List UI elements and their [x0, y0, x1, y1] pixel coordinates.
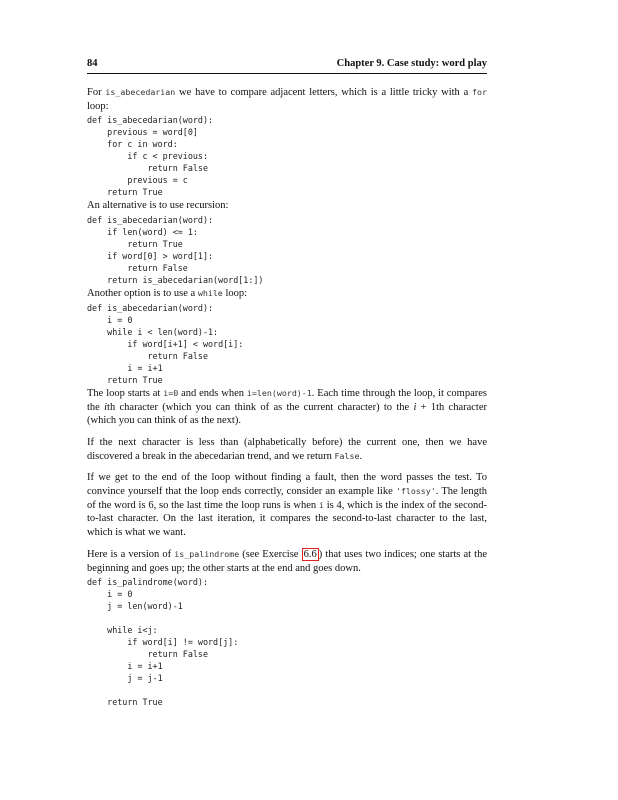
page-body [87, 86, 487, 709]
paragraph-intro: For is_abecedarian we have to compare adjacent letters, which is a little tricky with a for loop: [87, 87, 487, 112]
inline-code: i [318, 499, 324, 510]
paragraph-loop-explanation: The loop starts at i=0 and ends when i=len(word)-1. Each time through the loop, it compares the ith character (which you can think of as the current character) to the i + 1th character (which you can think of as the next). [87, 387, 488, 427]
header-rule [87, 73, 487, 74]
page-number: 84 [87, 58, 98, 69]
code-block-recursion: def is_abecedarian(word): if len(word) <= 1: return True if word[0] > word[1]: return False return is_abecedarian(word[1:]) [87, 215, 264, 286]
inline-code: is_abecedarian [105, 87, 176, 97]
inline-code: 'flossy' [395, 486, 436, 497]
page-header [87, 58, 487, 74]
chapter-title: Chapter 9. Case study: word play [336, 58, 487, 69]
inline-code: for [472, 87, 487, 97]
paragraph-loop-correctness: If we get to the end of the loop without finding a fault, then the word passes the test. To convince yourself that the loop ends correctly, consider an example like 'flossy'. The length of the word is 6, so the last time the loop runs is when i is 4, which is the index of the second-to-last character. On the last iteration, it compares the second-to-last character to the last, which is what we want. [87, 472, 487, 539]
inline-code: False [334, 450, 360, 461]
code-block-loop: def is_abecedarian(word): previous = word[0] for c in word: if c < previous: return False previous = c return True [87, 115, 214, 198]
inline-code: while [197, 288, 223, 299]
inline-code: i=0 [163, 387, 179, 398]
exercise-link[interactable]: 6.6 [303, 548, 317, 560]
paragraph-break-trend: If the next character is less than (alphabetically before) the current one, then we have discovered a break in the abecedarian trend, and we return False. [87, 436, 487, 462]
inline-code: i=len(word)-1 [246, 387, 312, 398]
paragraph-while: Another option is to use a while loop: [87, 288, 248, 300]
code-block-while: def is_abecedarian(word): i = 0 while i < len(word)-1: if word[i+1] < word[i]: return False i = i+1 return True [87, 302, 244, 385]
code-block-palindrome: def is_palindrome(word): i = 0 j = len(word)-1 while i<j: if word[i] != word[j]: return False i = i+1 j = j-1 return True [87, 577, 239, 708]
inline-code: is_palindrome [174, 548, 240, 559]
paragraph-palindrome: Here is a version of is_palindrome (see Exercise 6.6 ) that uses two indices; one starts at the beginning and goes up; the other starts at the end and goes down. [87, 548, 487, 574]
paragraph-recursion: An alternative is to use recursion: [87, 200, 229, 212]
